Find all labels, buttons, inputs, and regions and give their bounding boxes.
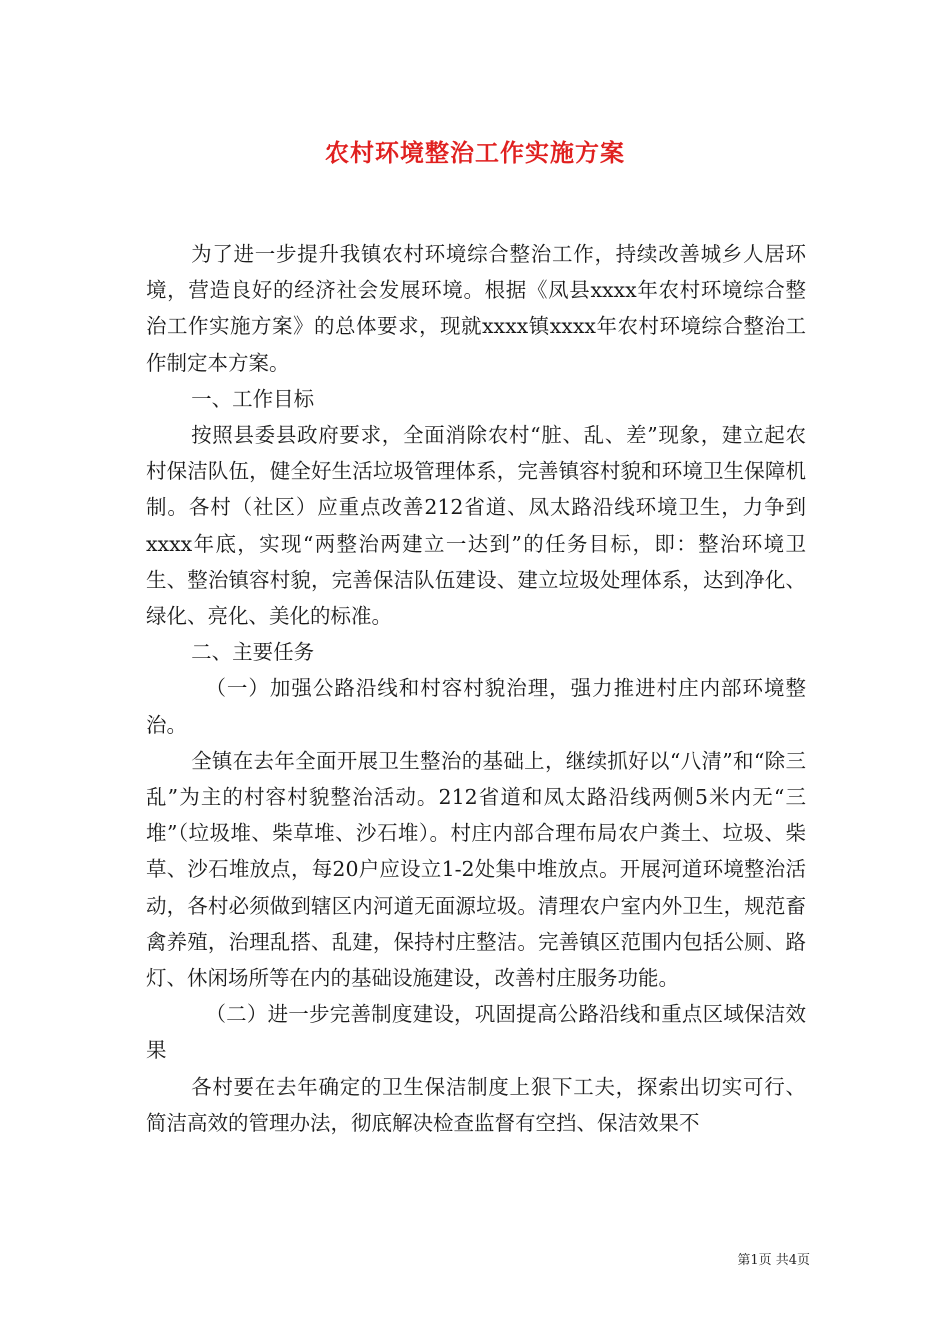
task-1-paragraph: 全镇在去年全面开展卫生整治的基础上，继续抓好以“八清”和“除三乱”为主的村容村貌整治活动。212省道和凤太路沿线两侧5米内无“三堆”（垃圾堆、柴草堆、沙石堆）。村庄内部合理布局农户粪土、垃圾、柴草、沙石堆放点，每20户应设立1-2处集中堆放点。开展河道环境整治活动，各村必须做到辖区内河道无面源垃圾。清理农户室内外卫生，规范畜禽养殖，治理乱搭、乱建，保持村庄整洁。完善镇区范围内包括公厕、路灯、休闲场所等在内的基础设施建设，改善村庄服务功能。 bbox=[146, 748, 806, 991]
document-body bbox=[146, 236, 806, 1141]
section-heading-tasks: 二、主要任务 bbox=[191, 640, 315, 665]
section-heading-goals: 一、工作目标 bbox=[191, 386, 315, 411]
subsection-heading-1: （一）加强公路沿线和村容村貌治理，强力推进村庄内部环境整治。 bbox=[146, 676, 806, 737]
goals-paragraph: 按照县委县政府要求，全面消除农村“脏、乱、差”现象，建立起农村保洁队伍，健全好生活垃圾管理体系，完善镇容村貌和环境卫生保障机制。各村（社区）应重点改善212省道、凤太路沿线环境卫生，力争到xxxx年底，实现“两整治两建立一达到”的任务目标，即：整治环境卫生、整治镇容村貌，完善保洁队伍建设、建立垃圾处理体系，达到净化、绿化、亮化、美化的标准。 bbox=[146, 423, 806, 629]
task-2-paragraph: 各村要在去年确定的卫生保洁制度上狠下工夫，探索出切实可行、简洁高效的管理办法，彻底解决检查监督有空挡、保洁效果不 bbox=[146, 1074, 806, 1135]
page-number: 第1页 共4页 bbox=[737, 1253, 810, 1268]
document-title: 农村环境整治工作实施方案 bbox=[325, 138, 625, 167]
subsection-heading-2: （二）进一步完善制度建设，巩固提高公路沿线和重点区域保洁效果 bbox=[146, 1002, 806, 1063]
intro-paragraph: 为了进一步提升我镇农村环境综合整治工作，持续改善城乡人居环境，营造良好的经济社会发展环境。根据《凤县xxxx年农村环境综合整治工作实施方案》的总体要求，现就xxxx镇xxxx年农村环境综合整治工作制定本方案。 bbox=[146, 242, 806, 375]
